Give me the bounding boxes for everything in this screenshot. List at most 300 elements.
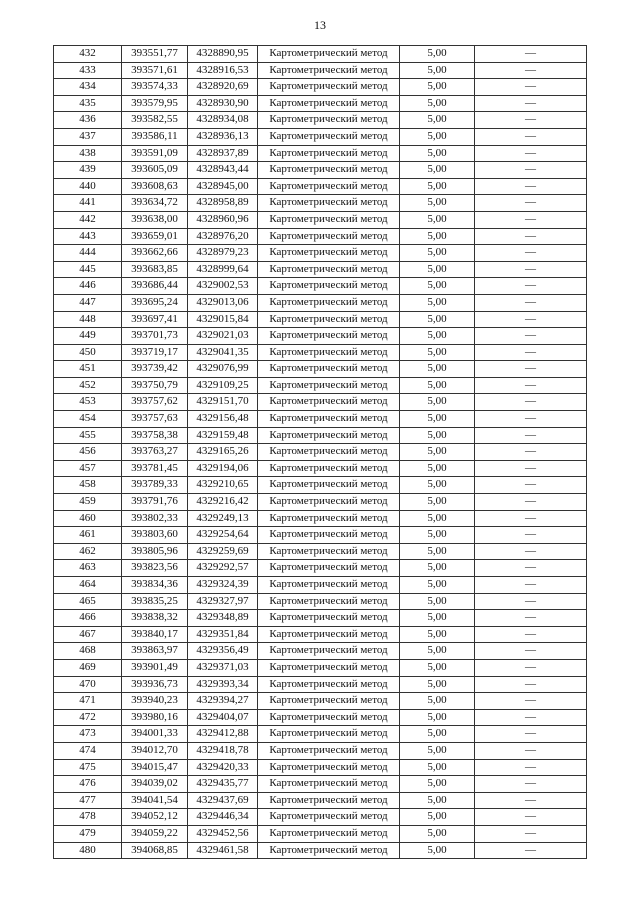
note-cell: — [475, 79, 587, 96]
method-cell: Картометрический метод [258, 377, 400, 394]
method-cell: Картометрический метод [258, 560, 400, 577]
point-number-cell: 466 [54, 610, 122, 627]
point-number-cell: 447 [54, 294, 122, 311]
point-number-cell: 451 [54, 361, 122, 378]
accuracy-cell: 5,00 [400, 294, 475, 311]
point-number-cell: 472 [54, 709, 122, 726]
y-coordinate-cell: 4329254,64 [188, 527, 258, 544]
accuracy-cell: 5,00 [400, 577, 475, 594]
y-coordinate-cell: 4328930,90 [188, 95, 258, 112]
method-cell: Картометрический метод [258, 195, 400, 212]
point-number-cell: 474 [54, 742, 122, 759]
method-cell: Картометрический метод [258, 444, 400, 461]
accuracy-cell: 5,00 [400, 427, 475, 444]
table-row [54, 643, 587, 660]
x-coordinate-cell: 393840,17 [122, 626, 188, 643]
note-cell: — [475, 62, 587, 79]
accuracy-cell: 5,00 [400, 676, 475, 693]
note-cell: — [475, 643, 587, 660]
y-coordinate-cell: 4329446,34 [188, 809, 258, 826]
point-number-cell: 437 [54, 128, 122, 145]
method-cell: Картометрический метод [258, 776, 400, 793]
accuracy-cell: 5,00 [400, 145, 475, 162]
y-coordinate-cell: 4329356,49 [188, 643, 258, 660]
accuracy-cell: 5,00 [400, 245, 475, 262]
note-cell: — [475, 560, 587, 577]
method-cell: Картометрический метод [258, 643, 400, 660]
table-row [54, 261, 587, 278]
y-coordinate-cell: 4329348,89 [188, 610, 258, 627]
y-coordinate-cell: 4328916,53 [188, 62, 258, 79]
note-cell: — [475, 460, 587, 477]
x-coordinate-cell: 393739,42 [122, 361, 188, 378]
y-coordinate-cell: 4329165,26 [188, 444, 258, 461]
point-number-cell: 443 [54, 228, 122, 245]
x-coordinate-cell: 393757,62 [122, 394, 188, 411]
y-coordinate-cell: 4329394,27 [188, 693, 258, 710]
accuracy-cell: 5,00 [400, 311, 475, 328]
point-number-cell: 465 [54, 593, 122, 610]
accuracy-cell: 5,00 [400, 543, 475, 560]
note-cell: — [475, 377, 587, 394]
point-number-cell: 446 [54, 278, 122, 295]
note-cell: — [475, 261, 587, 278]
method-cell: Картометрический метод [258, 427, 400, 444]
method-cell: Картометрический метод [258, 759, 400, 776]
point-number-cell: 479 [54, 825, 122, 842]
note-cell: — [475, 128, 587, 145]
x-coordinate-cell: 394001,33 [122, 726, 188, 743]
note-cell: — [475, 742, 587, 759]
accuracy-cell: 5,00 [400, 79, 475, 96]
note-cell: — [475, 709, 587, 726]
table-row [54, 112, 587, 129]
note-cell: — [475, 46, 587, 63]
accuracy-cell: 5,00 [400, 128, 475, 145]
table-row [54, 245, 587, 262]
note-cell: — [475, 444, 587, 461]
method-cell: Картометрический метод [258, 145, 400, 162]
note-cell: — [475, 195, 587, 212]
point-number-cell: 471 [54, 693, 122, 710]
note-cell: — [475, 245, 587, 262]
accuracy-cell: 5,00 [400, 344, 475, 361]
x-coordinate-cell: 393805,96 [122, 543, 188, 560]
x-coordinate-cell: 393835,25 [122, 593, 188, 610]
table-row [54, 693, 587, 710]
method-cell: Картометрический метод [258, 460, 400, 477]
table-row [54, 610, 587, 627]
note-cell: — [475, 344, 587, 361]
accuracy-cell: 5,00 [400, 95, 475, 112]
y-coordinate-cell: 4329393,34 [188, 676, 258, 693]
note-cell: — [475, 659, 587, 676]
table-row [54, 411, 587, 428]
note-cell: — [475, 676, 587, 693]
table-row [54, 394, 587, 411]
note-cell: — [475, 842, 587, 859]
method-cell: Картометрический метод [258, 178, 400, 195]
y-coordinate-cell: 4328960,96 [188, 211, 258, 228]
method-cell: Картометрический метод [258, 676, 400, 693]
note-cell: — [475, 328, 587, 345]
y-coordinate-cell: 4329418,78 [188, 742, 258, 759]
point-number-cell: 454 [54, 411, 122, 428]
y-coordinate-cell: 4329351,84 [188, 626, 258, 643]
point-number-cell: 438 [54, 145, 122, 162]
table-row [54, 577, 587, 594]
y-coordinate-cell: 4329249,13 [188, 510, 258, 527]
point-number-cell: 475 [54, 759, 122, 776]
y-coordinate-cell: 4329076,99 [188, 361, 258, 378]
method-cell: Картометрический метод [258, 726, 400, 743]
note-cell: — [475, 394, 587, 411]
y-coordinate-cell: 4328890,95 [188, 46, 258, 63]
accuracy-cell: 5,00 [400, 46, 475, 63]
method-cell: Картометрический метод [258, 825, 400, 842]
table-row [54, 62, 587, 79]
point-number-cell: 453 [54, 394, 122, 411]
x-coordinate-cell: 393802,33 [122, 510, 188, 527]
point-number-cell: 473 [54, 726, 122, 743]
coordinates-table [53, 45, 587, 859]
method-cell: Картометрический метод [258, 112, 400, 129]
y-coordinate-cell: 4329404,07 [188, 709, 258, 726]
table-row [54, 543, 587, 560]
x-coordinate-cell: 393803,60 [122, 527, 188, 544]
point-number-cell: 444 [54, 245, 122, 262]
point-number-cell: 462 [54, 543, 122, 560]
table-row [54, 145, 587, 162]
accuracy-cell: 5,00 [400, 261, 475, 278]
point-number-cell: 435 [54, 95, 122, 112]
accuracy-cell: 5,00 [400, 444, 475, 461]
y-coordinate-cell: 4329015,84 [188, 311, 258, 328]
accuracy-cell: 5,00 [400, 494, 475, 511]
x-coordinate-cell: 393638,00 [122, 211, 188, 228]
accuracy-cell: 5,00 [400, 361, 475, 378]
table-row [54, 825, 587, 842]
x-coordinate-cell: 393757,63 [122, 411, 188, 428]
point-number-cell: 467 [54, 626, 122, 643]
table-row [54, 211, 587, 228]
method-cell: Картометрический метод [258, 162, 400, 179]
table-row [54, 776, 587, 793]
point-number-cell: 450 [54, 344, 122, 361]
x-coordinate-cell: 393574,33 [122, 79, 188, 96]
point-number-cell: 442 [54, 211, 122, 228]
y-coordinate-cell: 4329159,48 [188, 427, 258, 444]
method-cell: Картометрический метод [258, 543, 400, 560]
page-number: 13 [314, 18, 326, 32]
accuracy-cell: 5,00 [400, 510, 475, 527]
method-cell: Картометрический метод [258, 311, 400, 328]
method-cell: Картометрический метод [258, 394, 400, 411]
method-cell: Картометрический метод [258, 577, 400, 594]
method-cell: Картометрический метод [258, 62, 400, 79]
method-cell: Картометрический метод [258, 328, 400, 345]
point-number-cell: 441 [54, 195, 122, 212]
y-coordinate-cell: 4329420,33 [188, 759, 258, 776]
point-number-cell: 445 [54, 261, 122, 278]
point-number-cell: 478 [54, 809, 122, 826]
y-coordinate-cell: 4329461,58 [188, 842, 258, 859]
accuracy-cell: 5,00 [400, 759, 475, 776]
note-cell: — [475, 494, 587, 511]
table-row [54, 278, 587, 295]
y-coordinate-cell: 4329371,03 [188, 659, 258, 676]
point-number-cell: 439 [54, 162, 122, 179]
method-cell: Картометрический метод [258, 792, 400, 809]
method-cell: Картометрический метод [258, 278, 400, 295]
note-cell: — [475, 610, 587, 627]
x-coordinate-cell: 393579,95 [122, 95, 188, 112]
x-coordinate-cell: 393791,76 [122, 494, 188, 511]
y-coordinate-cell: 4328979,23 [188, 245, 258, 262]
y-coordinate-cell: 4329109,25 [188, 377, 258, 394]
x-coordinate-cell: 393834,36 [122, 577, 188, 594]
table-row [54, 46, 587, 63]
method-cell: Картометрический метод [258, 527, 400, 544]
accuracy-cell: 5,00 [400, 560, 475, 577]
note-cell: — [475, 278, 587, 295]
point-number-cell: 434 [54, 79, 122, 96]
point-number-cell: 456 [54, 444, 122, 461]
note-cell: — [475, 726, 587, 743]
table-row [54, 494, 587, 511]
table-row [54, 676, 587, 693]
note-cell: — [475, 95, 587, 112]
table-row [54, 311, 587, 328]
accuracy-cell: 5,00 [400, 776, 475, 793]
table-row [54, 444, 587, 461]
x-coordinate-cell: 394068,85 [122, 842, 188, 859]
note-cell: — [475, 792, 587, 809]
y-coordinate-cell: 4329324,39 [188, 577, 258, 594]
point-number-cell: 457 [54, 460, 122, 477]
table-row [54, 560, 587, 577]
x-coordinate-cell: 393591,09 [122, 145, 188, 162]
accuracy-cell: 5,00 [400, 195, 475, 212]
note-cell: — [475, 577, 587, 594]
method-cell: Картометрический метод [258, 610, 400, 627]
note-cell: — [475, 162, 587, 179]
y-coordinate-cell: 4328937,89 [188, 145, 258, 162]
method-cell: Картометрический метод [258, 411, 400, 428]
note-cell: — [475, 228, 587, 245]
accuracy-cell: 5,00 [400, 726, 475, 743]
method-cell: Картометрический метод [258, 709, 400, 726]
accuracy-cell: 5,00 [400, 643, 475, 660]
y-coordinate-cell: 4329013,06 [188, 294, 258, 311]
table-row [54, 792, 587, 809]
y-coordinate-cell: 4329435,77 [188, 776, 258, 793]
y-coordinate-cell: 4329327,97 [188, 593, 258, 610]
accuracy-cell: 5,00 [400, 477, 475, 494]
table-row [54, 726, 587, 743]
y-coordinate-cell: 4328934,08 [188, 112, 258, 129]
method-cell: Картометрический метод [258, 693, 400, 710]
point-number-cell: 480 [54, 842, 122, 859]
table-row [54, 228, 587, 245]
table-row [54, 162, 587, 179]
method-cell: Картометрический метод [258, 245, 400, 262]
y-coordinate-cell: 4329452,56 [188, 825, 258, 842]
y-coordinate-cell: 4329292,57 [188, 560, 258, 577]
table-row [54, 79, 587, 96]
x-coordinate-cell: 393823,56 [122, 560, 188, 577]
y-coordinate-cell: 4328943,44 [188, 162, 258, 179]
table-row [54, 709, 587, 726]
method-cell: Картометрический метод [258, 79, 400, 96]
y-coordinate-cell: 4329210,65 [188, 477, 258, 494]
note-cell: — [475, 361, 587, 378]
accuracy-cell: 5,00 [400, 211, 475, 228]
accuracy-cell: 5,00 [400, 825, 475, 842]
table-row [54, 195, 587, 212]
table-row [54, 626, 587, 643]
x-coordinate-cell: 394059,22 [122, 825, 188, 842]
table-row [54, 527, 587, 544]
note-cell: — [475, 427, 587, 444]
x-coordinate-cell: 393551,77 [122, 46, 188, 63]
note-cell: — [475, 809, 587, 826]
y-coordinate-cell: 4329437,69 [188, 792, 258, 809]
accuracy-cell: 5,00 [400, 377, 475, 394]
point-number-cell: 455 [54, 427, 122, 444]
y-coordinate-cell: 4329412,88 [188, 726, 258, 743]
method-cell: Картометрический метод [258, 344, 400, 361]
x-coordinate-cell: 393659,01 [122, 228, 188, 245]
table-row [54, 178, 587, 195]
point-number-cell: 448 [54, 311, 122, 328]
note-cell: — [475, 626, 587, 643]
accuracy-cell: 5,00 [400, 178, 475, 195]
method-cell: Картометрический метод [258, 361, 400, 378]
table-row [54, 128, 587, 145]
point-number-cell: 461 [54, 527, 122, 544]
note-cell: — [475, 759, 587, 776]
method-cell: Картометрический метод [258, 294, 400, 311]
table-row [54, 759, 587, 776]
point-number-cell: 470 [54, 676, 122, 693]
point-number-cell: 440 [54, 178, 122, 195]
note-cell: — [475, 477, 587, 494]
x-coordinate-cell: 394052,12 [122, 809, 188, 826]
accuracy-cell: 5,00 [400, 278, 475, 295]
point-number-cell: 477 [54, 792, 122, 809]
accuracy-cell: 5,00 [400, 693, 475, 710]
accuracy-cell: 5,00 [400, 610, 475, 627]
point-number-cell: 476 [54, 776, 122, 793]
method-cell: Картометрический метод [258, 128, 400, 145]
y-coordinate-cell: 4328958,89 [188, 195, 258, 212]
method-cell: Картометрический метод [258, 46, 400, 63]
method-cell: Картометрический метод [258, 842, 400, 859]
x-coordinate-cell: 393901,49 [122, 659, 188, 676]
x-coordinate-cell: 393686,44 [122, 278, 188, 295]
point-number-cell: 463 [54, 560, 122, 577]
y-coordinate-cell: 4328936,13 [188, 128, 258, 145]
x-coordinate-cell: 393763,27 [122, 444, 188, 461]
accuracy-cell: 5,00 [400, 228, 475, 245]
point-number-cell: 458 [54, 477, 122, 494]
method-cell: Картометрический метод [258, 593, 400, 610]
x-coordinate-cell: 393683,85 [122, 261, 188, 278]
y-coordinate-cell: 4328999,64 [188, 261, 258, 278]
table-row [54, 477, 587, 494]
point-number-cell: 433 [54, 62, 122, 79]
x-coordinate-cell: 393719,17 [122, 344, 188, 361]
x-coordinate-cell: 394039,02 [122, 776, 188, 793]
x-coordinate-cell: 393936,73 [122, 676, 188, 693]
method-cell: Картометрический метод [258, 659, 400, 676]
note-cell: — [475, 776, 587, 793]
y-coordinate-cell: 4329259,69 [188, 543, 258, 560]
y-coordinate-cell: 4329216,42 [188, 494, 258, 511]
accuracy-cell: 5,00 [400, 626, 475, 643]
x-coordinate-cell: 394041,54 [122, 792, 188, 809]
x-coordinate-cell: 393662,66 [122, 245, 188, 262]
table-row [54, 809, 587, 826]
table-row [54, 294, 587, 311]
point-number-cell: 464 [54, 577, 122, 594]
y-coordinate-cell: 4329021,03 [188, 328, 258, 345]
accuracy-cell: 5,00 [400, 527, 475, 544]
point-number-cell: 449 [54, 328, 122, 345]
x-coordinate-cell: 393634,72 [122, 195, 188, 212]
accuracy-cell: 5,00 [400, 809, 475, 826]
method-cell: Картометрический метод [258, 742, 400, 759]
y-coordinate-cell: 4329041,35 [188, 344, 258, 361]
note-cell: — [475, 543, 587, 560]
accuracy-cell: 5,00 [400, 792, 475, 809]
point-number-cell: 460 [54, 510, 122, 527]
method-cell: Картометрический метод [258, 261, 400, 278]
note-cell: — [475, 527, 587, 544]
x-coordinate-cell: 393695,24 [122, 294, 188, 311]
table-row [54, 344, 587, 361]
note-cell: — [475, 294, 587, 311]
table-row [54, 361, 587, 378]
method-cell: Картометрический метод [258, 809, 400, 826]
x-coordinate-cell: 393758,38 [122, 427, 188, 444]
point-number-cell: 452 [54, 377, 122, 394]
method-cell: Картометрический метод [258, 510, 400, 527]
point-number-cell: 432 [54, 46, 122, 63]
note-cell: — [475, 411, 587, 428]
x-coordinate-cell: 394015,47 [122, 759, 188, 776]
x-coordinate-cell: 393701,73 [122, 328, 188, 345]
note-cell: — [475, 825, 587, 842]
accuracy-cell: 5,00 [400, 593, 475, 610]
point-number-cell: 469 [54, 659, 122, 676]
y-coordinate-cell: 4329002,53 [188, 278, 258, 295]
y-coordinate-cell: 4328920,69 [188, 79, 258, 96]
x-coordinate-cell: 393789,33 [122, 477, 188, 494]
accuracy-cell: 5,00 [400, 842, 475, 859]
x-coordinate-cell: 393571,61 [122, 62, 188, 79]
table-row [54, 328, 587, 345]
method-cell: Картометрический метод [258, 95, 400, 112]
coordinates-table-body [54, 46, 587, 859]
method-cell: Картометрический метод [258, 211, 400, 228]
method-cell: Картометрический метод [258, 626, 400, 643]
table-row [54, 842, 587, 859]
accuracy-cell: 5,00 [400, 62, 475, 79]
table-row [54, 460, 587, 477]
method-cell: Картометрический метод [258, 228, 400, 245]
